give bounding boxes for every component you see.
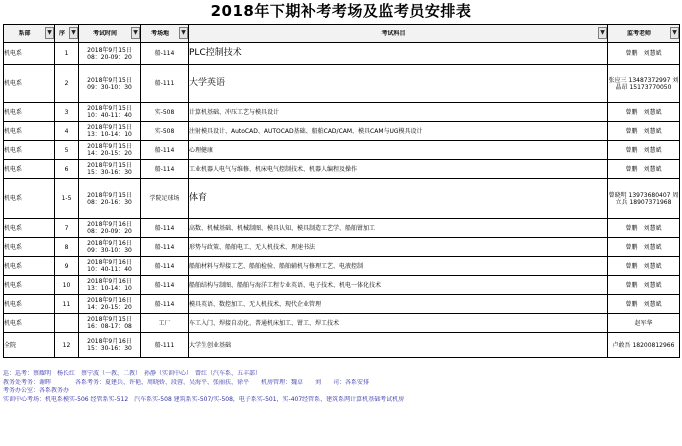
table-row — [4, 314, 680, 333]
cell-subject[interactable]: 计算机基础、冲压工艺与模具设计 — [189, 103, 608, 122]
cell-location[interactable]: 学院足球场 — [141, 179, 189, 219]
cell-dept[interactable]: 机电系 — [4, 276, 55, 295]
cell-idx[interactable]: 1-5 — [55, 179, 79, 219]
cell-location[interactable]: 船-114 — [141, 257, 189, 276]
cell-location[interactable]: 实-508 — [141, 103, 189, 122]
cell-subject[interactable]: 船舶材料与焊接工艺、船舶检验、船舶辅机与修理工艺、电液控制 — [189, 257, 608, 276]
cell-invigilator[interactable]: 曾鹏 刘慧斌 — [608, 276, 680, 295]
cell-subject[interactable]: 模具英语、数控加工、无人机技术、现代企业管理 — [189, 295, 608, 314]
cell-dept[interactable]: 全院 — [4, 333, 55, 358]
cell-invigilator[interactable]: 曾晓明 13973680407 周立兵 18907371968 — [608, 179, 680, 219]
cell-location[interactable]: 船-114 — [141, 141, 189, 160]
cell-subject[interactable]: 注射模具设计、AutoCAD、AUTOCAD基础、船舶CAD/CAM、模具CAM与UG模具设计 — [189, 122, 608, 141]
cell-time[interactable]: 2018年9月16日 13：10-14：10 — [79, 276, 141, 295]
cell-subject[interactable]: 大学英语 — [189, 65, 608, 103]
cell-invigilator[interactable]: 张应三 13487372997 刘晶昂 15173770050 — [608, 65, 680, 103]
table-row — [4, 295, 680, 314]
cell-idx[interactable]: 4 — [55, 122, 79, 141]
footer-line: 教务处考务：谢晖 各系考务：夏建兵、许艳、周晓娇、段蓉、吴海平、张丽扶、徐平 机房管理：魏卓 刘 司：各系安排 — [3, 378, 370, 386]
cell-idx[interactable]: 1 — [55, 43, 79, 65]
table-row — [4, 257, 680, 276]
cell-invigilator[interactable]: 曾鹏 刘慧斌 — [608, 295, 680, 314]
page-title: 2018年下期补考考场及监考员安排表 — [210, 2, 472, 20]
cell-dept[interactable]: 机电系 — [4, 257, 55, 276]
header-row — [4, 25, 680, 43]
cell-dept[interactable]: 机电系 — [4, 43, 55, 65]
cell-dept[interactable]: 机电系 — [4, 122, 55, 141]
table-row — [4, 238, 680, 257]
cell-subject[interactable]: PLC控制技术 — [189, 43, 608, 65]
footer-notes — [3, 370, 679, 404]
cell-idx[interactable]: 5 — [55, 141, 79, 160]
cell-location[interactable]: 船-111 — [141, 65, 189, 103]
cell-location[interactable]: 船-114 — [141, 238, 189, 257]
cell-idx[interactable]: 3 — [55, 103, 79, 122]
cell-location[interactable]: 船-114 — [141, 295, 189, 314]
cell-idx[interactable]: 12 — [55, 333, 79, 358]
footer-line: 巡：巡考：蔡耀明 杨长红 蔡宁波（一教、二教） 孙静（实训中心） 曾红（汽车系、五丰部） — [3, 370, 262, 377]
cell-invigilator[interactable]: 曾鹏 刘慧斌 — [608, 103, 680, 122]
cell-time[interactable]: 2018年9月15日 08：20-09：20 — [79, 43, 141, 65]
filter-dropdown-icon[interactable]: ▼ — [179, 27, 188, 39]
cell-subject[interactable]: 船舶结构与制图、船舶与海洋工程专业英语、电子技术、机电一体化技术 — [189, 276, 608, 295]
footer-line: 实训中心考场：机电系模实-506 经管系实-512 汽车系实-508 建筑系实-507/实-508，电子系实-501，实-407经管系、建筑系网计算机基础考试机房 — [3, 395, 405, 403]
cell-dept[interactable]: 机电系 — [4, 65, 55, 103]
cell-subject[interactable]: 心理健康 — [189, 141, 608, 160]
table-row — [4, 122, 680, 141]
cell-subject[interactable]: 大学生创业基础 — [189, 333, 608, 358]
header-location: 考场地 ▼ — [141, 25, 189, 43]
cell-dept[interactable]: 机电系 — [4, 314, 55, 333]
cell-idx[interactable] — [55, 314, 79, 333]
table-row — [4, 103, 680, 122]
cell-time[interactable]: 2018年9月15日 16：08-17：08 — [79, 314, 141, 333]
cell-invigilator[interactable]: 卢敢吾 18200812966 — [608, 333, 680, 358]
table-row — [4, 43, 680, 65]
cell-subject[interactable]: 形势与政策、船舶电工、无人机技术、理速书法 — [189, 238, 608, 257]
header-subject: 考试科目 ▼ — [189, 25, 608, 43]
cell-invigilator[interactable]: 曾鹏 刘慧斌 — [608, 43, 680, 65]
table-row — [4, 276, 680, 295]
cell-time[interactable]: 2018年9月15日 13：10-14：10 — [79, 122, 141, 141]
cell-time[interactable]: 2018年9月16日 14：20-15：20 — [79, 295, 141, 314]
cell-time[interactable]: 2018年9月15日 08：20-16：30 — [79, 179, 141, 219]
cell-time[interactable]: 2018年9月16日 09：30-10：30 — [79, 238, 141, 257]
filter-dropdown-icon[interactable]: ▼ — [598, 27, 607, 39]
footer-line: 考务办公室：各系教务办 — [3, 387, 70, 394]
cell-location[interactable]: 船-114 — [141, 160, 189, 179]
header-dept: 系部 ▼ — [4, 25, 55, 43]
cell-time[interactable]: 2018年9月16日 10：40-11：40 — [79, 257, 141, 276]
cell-location[interactable]: 船-114 — [141, 276, 189, 295]
cell-invigilator[interactable]: 曾鹏 刘慧斌 — [608, 219, 680, 238]
cell-time[interactable]: 2018年9月15日 15：30-16：30 — [79, 160, 141, 179]
cell-time[interactable]: 2018年9月16日 08：20-09：20 — [79, 219, 141, 238]
cell-invigilator[interactable]: 赵军华 — [608, 314, 680, 333]
filter-dropdown-icon[interactable]: ▼ — [45, 27, 54, 39]
cell-dept[interactable]: 机电系 — [4, 141, 55, 160]
header-time: 考试时间 ▼ — [79, 25, 141, 43]
cell-subject[interactable]: 高数、机械基础、机械制图、模具认知、模具制造工艺学、船舶钳加工 — [189, 219, 608, 238]
cell-idx[interactable]: 6 — [55, 160, 79, 179]
cell-time[interactable]: 2018年9月15日 10：40-11：40 — [79, 103, 141, 122]
cell-dept[interactable]: 机电系 — [4, 219, 55, 238]
cell-location[interactable]: 实-508 — [141, 122, 189, 141]
table-row — [4, 141, 680, 160]
cell-invigilator[interactable]: 曾鹏 刘慧斌 — [608, 141, 680, 160]
cell-time[interactable]: 2018年9月15日 14：20-15：20 — [79, 141, 141, 160]
cell-time[interactable]: 2018年9月15日 09：30-10：30 — [79, 65, 141, 103]
cell-location[interactable]: 工厂 — [141, 314, 189, 333]
cell-invigilator[interactable]: 曾鹏 刘慧斌 — [608, 238, 680, 257]
cell-dept[interactable]: 机电系 — [4, 179, 55, 219]
cell-time[interactable]: 2018年9月16日 15：30-16：30 — [79, 333, 141, 358]
schedule-table — [3, 24, 680, 358]
cell-dept[interactable]: 机电系 — [4, 160, 55, 179]
cell-subject[interactable]: 工业机器人电气与维修、机床电气控制技术、机器人编程及操作 — [189, 160, 608, 179]
cell-subject[interactable]: 体育 — [189, 179, 608, 219]
table-row — [4, 179, 680, 219]
cell-dept[interactable]: 机电系 — [4, 238, 55, 257]
cell-invigilator[interactable]: 曾鹏 刘慧斌 — [608, 257, 680, 276]
cell-idx[interactable]: 10 — [55, 276, 79, 295]
cell-dept[interactable]: 机电系 — [4, 295, 55, 314]
cell-location[interactable]: 船-114 — [141, 219, 189, 238]
cell-location[interactable]: 船-114 — [141, 43, 189, 65]
cell-idx[interactable]: 8 — [55, 238, 79, 257]
header-invigilator: 监考老师 ▼ — [608, 25, 680, 43]
cell-idx[interactable]: 9 — [55, 257, 79, 276]
table-row — [4, 219, 680, 238]
filter-dropdown-icon[interactable]: ▼ — [670, 27, 679, 39]
header-idx: 序 ▼ — [55, 25, 79, 43]
cell-idx[interactable]: 2 — [55, 65, 79, 103]
cell-idx[interactable]: 11 — [55, 295, 79, 314]
cell-invigilator[interactable]: 曾鹏 刘慧斌 — [608, 122, 680, 141]
cell-invigilator[interactable]: 曾鹏 刘慧斌 — [608, 160, 680, 179]
table-row — [4, 65, 680, 103]
table-row — [4, 333, 680, 358]
cell-dept[interactable]: 机电系 — [4, 103, 55, 122]
table-row — [4, 160, 680, 179]
cell-idx[interactable]: 7 — [55, 219, 79, 238]
filter-dropdown-icon[interactable]: ▼ — [69, 27, 78, 39]
cell-subject[interactable]: 车工入门、焊接自动化、普通机床加工、钳工、焊工技术 — [189, 314, 608, 333]
filter-dropdown-icon[interactable]: ▼ — [131, 27, 140, 39]
cell-location[interactable]: 船-111 — [141, 333, 189, 358]
